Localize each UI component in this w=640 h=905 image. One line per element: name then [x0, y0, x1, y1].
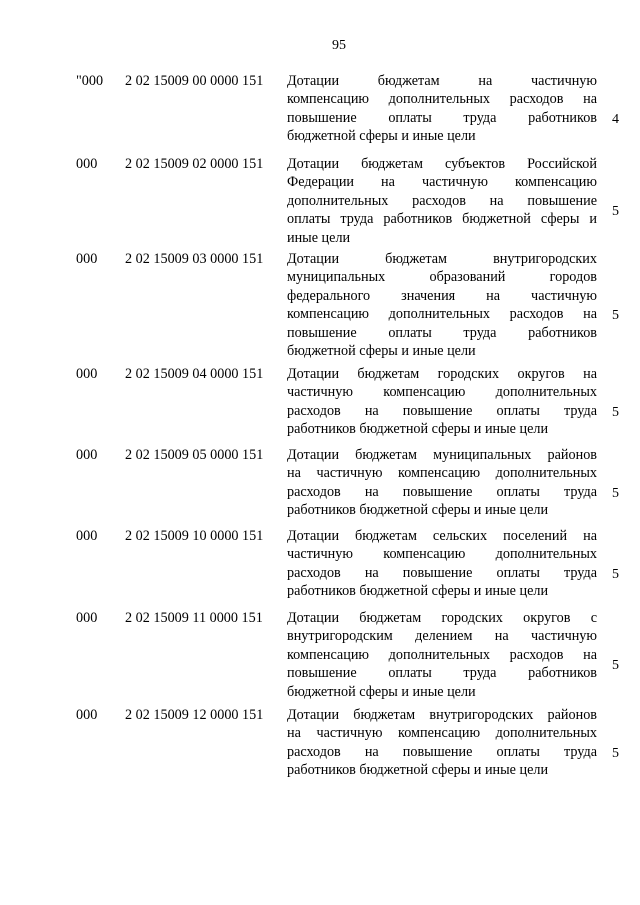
budget-code: 2 02 15009 04 0000 151 — [125, 366, 264, 382]
description-line: Дотации бюджетам городских округов на — [287, 366, 597, 382]
budget-code: 2 02 15009 00 0000 151 — [125, 73, 264, 89]
budget-code: 2 02 15009 11 0000 151 — [125, 610, 263, 626]
description — [287, 365, 597, 439]
description-line: повышение оплаты труда работников — [287, 665, 597, 682]
description-line: иные цели — [287, 229, 351, 246]
description — [287, 527, 597, 601]
amount: 5 — [612, 567, 619, 582]
description-line: повышение оплаты труда работников — [287, 324, 597, 341]
description — [287, 706, 597, 780]
amount: 5 — [612, 204, 619, 219]
description-line: федерального значения на частичную — [287, 287, 597, 304]
description-line: работников бюджетной сферы и иные цели — [287, 583, 549, 600]
description-line: расходов на повышение оплаты труда — [287, 402, 597, 419]
description-line: повышение оплаты труда работников — [287, 109, 597, 126]
description-line: работников бюджетной сферы и иные цели — [287, 502, 549, 519]
amount: 4 — [612, 112, 619, 127]
description-line: дополнительных расходов на повышение — [287, 192, 597, 209]
amount: 5 — [612, 658, 619, 673]
description-line: Дотации бюджетам на частичную — [287, 73, 597, 89]
amount: 5 — [612, 308, 619, 323]
description-line: компенсацию дополнительных расходов на — [287, 306, 597, 323]
description-line: Дотации бюджетам внутригородских районов — [287, 707, 597, 723]
admin-code: "000 — [76, 73, 104, 89]
admin-code: 000 — [76, 707, 98, 723]
budget-code: 2 02 15009 03 0000 151 — [125, 251, 264, 267]
description-line: частичную компенсацию дополнительных — [287, 384, 597, 401]
budget-code: 2 02 15009 02 0000 151 — [125, 156, 264, 172]
description-line: работников бюджетной сферы и иные цели — [287, 421, 549, 438]
description — [287, 609, 597, 701]
admin-code: 000 — [76, 156, 98, 172]
amount: 5 — [612, 405, 619, 420]
description-line: Федерации на частичную компенсацию — [287, 174, 597, 191]
description-line: Дотации бюджетам сельских поселений на — [287, 528, 597, 544]
description-line: Дотации бюджетам городских округов с — [287, 610, 597, 626]
admin-code: 000 — [76, 447, 98, 463]
admin-code: 000 — [76, 251, 98, 267]
description-line: расходов на повышение оплаты труда — [287, 564, 597, 581]
page-number: 95 — [332, 38, 346, 53]
description-line: частичную компенсацию дополнительных — [287, 546, 597, 563]
admin-code: 000 — [76, 610, 98, 626]
description-line: внутригородским делением на частичную — [287, 628, 597, 645]
description-line: расходов на повышение оплаты труда — [287, 743, 597, 760]
admin-code: 000 — [76, 528, 98, 544]
amount: 5 — [612, 486, 619, 501]
description-line: компенсацию дополнительных расходов на — [287, 91, 597, 108]
description-line: Дотации бюджетам муниципальных районов — [287, 447, 597, 463]
description-line: работников бюджетной сферы и иные цели — [287, 762, 549, 779]
description-line: Дотации бюджетам субъектов Российской — [287, 156, 597, 172]
budget-code: 2 02 15009 10 0000 151 — [125, 528, 264, 544]
description-line: бюджетной сферы и иные цели — [287, 343, 476, 360]
admin-code: 000 — [76, 366, 98, 382]
description — [287, 446, 597, 520]
amount: 5 — [612, 746, 619, 761]
budget-code: 2 02 15009 12 0000 151 — [125, 707, 264, 723]
description-line: оплаты труда работников бюджетной сферы и — [287, 211, 597, 228]
description — [287, 72, 597, 146]
description-line: муниципальных образований городов — [287, 269, 597, 286]
description-line: бюджетной сферы и иные цели — [287, 128, 476, 145]
description-line: бюджетной сферы и иные цели — [287, 683, 476, 700]
budget-code: 2 02 15009 05 0000 151 — [125, 447, 264, 463]
description — [287, 155, 597, 247]
description — [287, 250, 597, 360]
description-line: на частичную компенсацию дополнительных — [287, 725, 597, 742]
description-line: компенсацию дополнительных расходов на — [287, 646, 597, 663]
description-line: расходов на повышение оплаты труда — [287, 483, 597, 500]
description-line: Дотации бюджетам внутригородских — [287, 251, 597, 267]
description-line: на частичную компенсацию дополнительных — [287, 465, 597, 482]
